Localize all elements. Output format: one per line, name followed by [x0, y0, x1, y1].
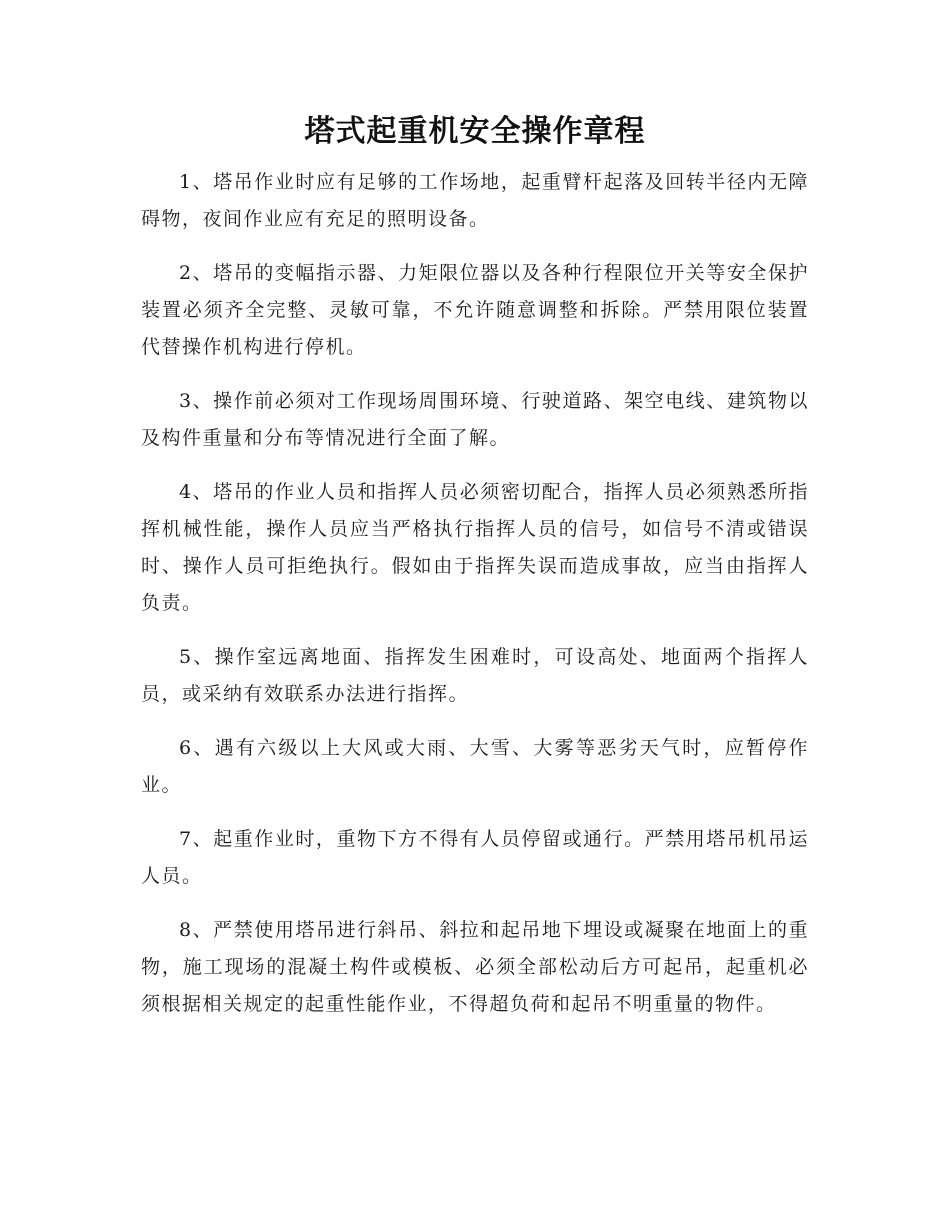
paragraph-4: 4、塔吊的作业人员和指挥人员必须密切配合，指挥人员必须熟悉所指挥机械性能，操作人员应当严格执行指挥人员的信号，如信号不清或错误时、操作人员可拒绝执行。假如由于指挥失误而造成事故，应当由指挥人负责。 [141, 481, 809, 614]
paragraph-3: 3、操作前必须对工作现场周围环境、行驶道路、架空电线、建筑物以及构件重量和分布等情况进行全面了解。 [141, 390, 809, 449]
paragraph-1: 1、塔吊作业时应有足够的工作场地，起重臂杆起落及回转半径内无障碍物，夜间作业应有充足的照明设备。 [141, 171, 809, 230]
page-title: 塔式起重机安全操作章程 [304, 114, 646, 149]
paragraph-7: 7、起重作业时，重物下方不得有人员停留或通行。严禁用塔吊机吊运人员。 [141, 828, 809, 887]
paragraph-2: 2、塔吊的变幅指示器、力矩限位器以及各种行程限位开关等安全保护装置必须齐全完整、灵敏可靠，不允许随意调整和拆除。严禁用限位装置代替操作机构进行停机。 [141, 262, 809, 358]
paragraph-5: 5、操作室远离地面、指挥发生困难时，可设高处、地面两个指挥人员，或采纳有效联系办法进行指挥。 [141, 646, 809, 705]
paragraph-6: 6、遇有六级以上大风或大雨、大雪、大雾等恶劣天气时，应暂停作业。 [141, 737, 809, 796]
paragraph-8: 8、严禁使用塔吊进行斜吊、斜拉和起吊地下埋设或凝聚在地面上的重物，施工现场的混凝土构件或模板、必须全部松动后方可起吊，起重机必须根据相关规定的起重性能作业，不得超负荷和起吊不明重量的物件。 [141, 919, 809, 1015]
document-body [141, 164, 809, 1040]
